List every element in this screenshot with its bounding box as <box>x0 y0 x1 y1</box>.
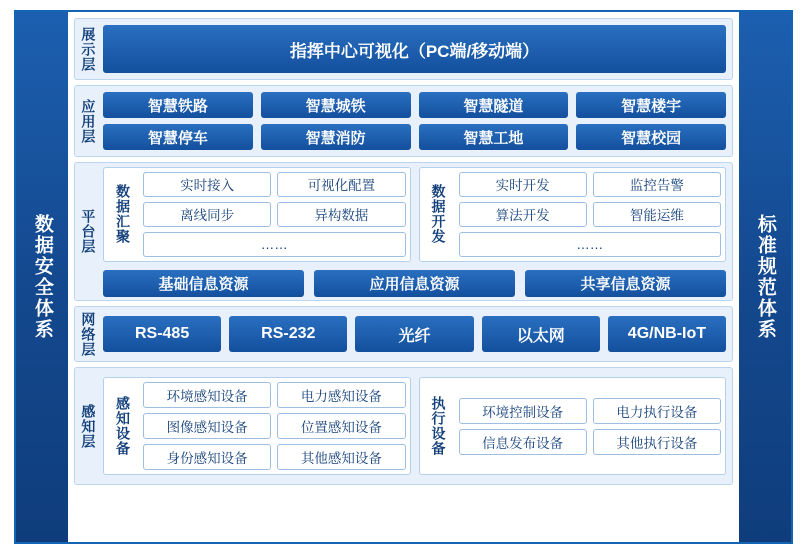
platform-group-left-label: 数据汇聚 <box>108 172 138 257</box>
platform-item[interactable]: 实时开发 <box>459 172 587 197</box>
platform-item-more[interactable]: …… <box>143 232 406 257</box>
application-item[interactable]: 智慧隧道 <box>419 92 569 118</box>
architecture-diagram <box>14 10 793 544</box>
platform-item[interactable]: 监控告警 <box>593 172 721 197</box>
platform-item-more[interactable]: …… <box>459 232 722 257</box>
layer-network-label: 网络层 <box>80 311 97 357</box>
actuator-item[interactable]: 环境控制设备 <box>459 398 587 424</box>
layer-presentation-label: 展示层 <box>80 26 97 72</box>
platform-item[interactable]: 离线同步 <box>143 202 271 227</box>
application-row-2 <box>103 124 726 150</box>
layer-sensing <box>74 367 733 485</box>
platform-resources-row <box>103 268 726 297</box>
application-item[interactable]: 智慧消防 <box>261 124 411 150</box>
actuator-item[interactable]: 其他执行设备 <box>593 429 721 455</box>
sensing-item[interactable]: 环境感知设备 <box>143 382 271 408</box>
right-vertical-bar-label: 标准规范体系 <box>754 214 776 340</box>
sensing-group-actuators <box>419 377 727 475</box>
left-vertical-bar-data-security <box>16 12 68 542</box>
platform-item[interactable]: 实时接入 <box>143 172 271 197</box>
platform-item[interactable]: 算法开发 <box>459 202 587 227</box>
network-item[interactable]: 光纤 <box>355 316 473 352</box>
platform-item[interactable]: 可视化配置 <box>277 172 405 197</box>
sensing-group-right-label: 执行设备 <box>430 396 447 456</box>
sensing-group-left-label: 感知设备 <box>115 396 131 456</box>
layer-network <box>74 306 733 362</box>
sensing-item[interactable]: 电力感知设备 <box>277 382 405 408</box>
application-item[interactable]: 智慧铁路 <box>103 92 253 118</box>
platform-group-data-aggregation <box>103 167 411 262</box>
platform-resource-item[interactable]: 共享信息资源 <box>525 270 726 297</box>
application-item[interactable]: 智慧楼宇 <box>576 92 726 118</box>
layer-platform <box>74 162 733 301</box>
sensing-item[interactable]: 身份感知设备 <box>143 444 271 470</box>
layer-stack <box>68 12 739 542</box>
layer-presentation-body <box>101 19 732 79</box>
left-vertical-bar-label: 数据安全体系 <box>31 214 53 340</box>
layer-presentation <box>74 18 733 80</box>
presentation-item[interactable]: 指挥中心可视化（PC端/移动端） <box>103 25 726 73</box>
platform-item[interactable]: 异构数据 <box>277 202 405 227</box>
application-item[interactable]: 智慧城铁 <box>261 92 411 118</box>
sensing-group-sensors <box>103 377 411 475</box>
layer-platform-body <box>101 163 732 300</box>
right-vertical-bar-standards <box>739 12 791 542</box>
actuator-item[interactable]: 信息发布设备 <box>459 429 587 455</box>
layer-application-label: 应用层 <box>80 98 97 144</box>
sensing-item[interactable]: 位置感知设备 <box>277 413 405 439</box>
network-item[interactable]: 以太网 <box>482 316 600 352</box>
layer-application-body <box>101 86 732 156</box>
platform-resource-item[interactable]: 应用信息资源 <box>314 270 515 297</box>
application-row-1 <box>103 92 726 118</box>
platform-item[interactable]: 智能运维 <box>593 202 721 227</box>
application-item[interactable]: 智慧校园 <box>576 124 726 150</box>
platform-resource-item[interactable]: 基础信息资源 <box>103 270 304 297</box>
layer-network-body <box>101 307 732 361</box>
platform-group-data-development <box>419 167 727 262</box>
layer-sensing-label: 感知层 <box>80 403 97 449</box>
sensing-item[interactable]: 图像感知设备 <box>143 413 271 439</box>
network-item[interactable]: RS-485 <box>103 316 221 352</box>
layer-platform-label: 平台层 <box>80 209 97 254</box>
network-item[interactable]: RS-232 <box>229 316 347 352</box>
actuator-item[interactable]: 电力执行设备 <box>593 398 721 424</box>
network-item[interactable]: 4G/NB-IoT <box>608 316 726 352</box>
sensing-item[interactable]: 其他感知设备 <box>277 444 405 470</box>
application-item[interactable]: 智慧停车 <box>103 124 253 150</box>
layer-application <box>74 85 733 157</box>
application-item[interactable]: 智慧工地 <box>419 124 569 150</box>
platform-group-right-label: 数据开发 <box>424 172 454 257</box>
layer-sensing-body <box>101 368 732 484</box>
